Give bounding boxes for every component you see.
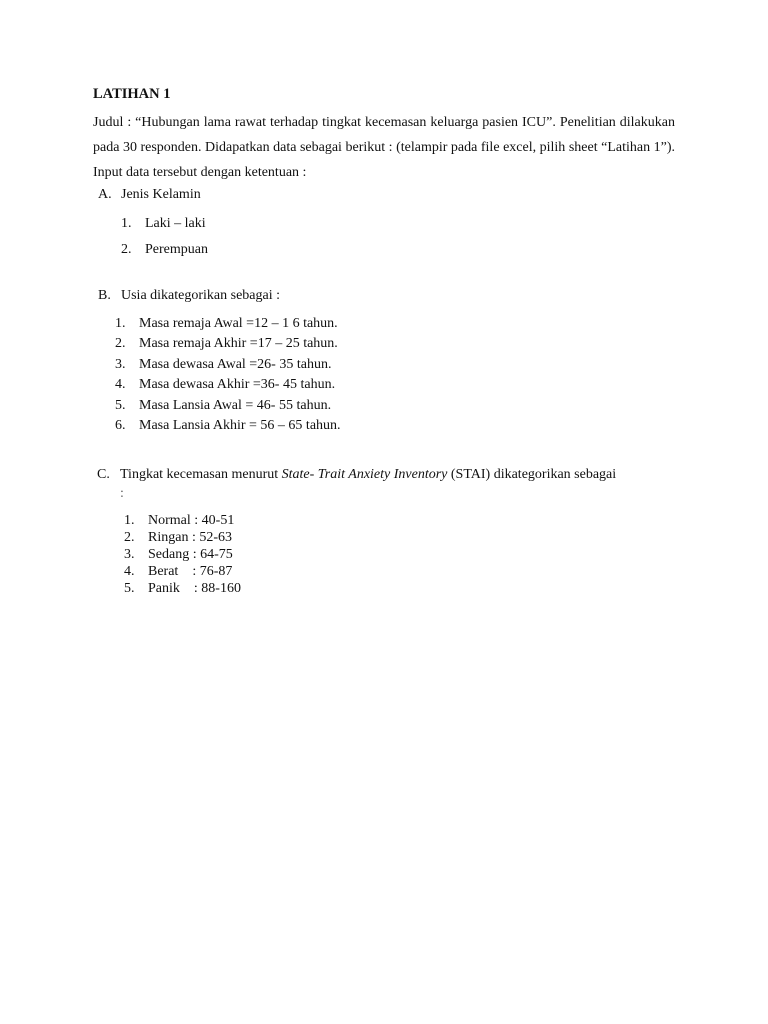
list-text: Berat : 76-87 [148,564,233,579]
list-item [121,237,208,263]
section-c-colon: : [120,486,124,501]
list-number: 5. [124,581,135,596]
list-item [124,512,241,529]
section-c-title-italic: State- Trait Anxiety Inventory [281,467,448,482]
list-number: 1. [121,216,132,231]
section-c-title-part1: Tingkat kecemasan menurut [120,467,282,482]
list-text: Masa dewasa Awal =26- 35 tahun. [139,356,332,372]
section-c-title-part2: (STAI) dikategorikan sebagai [447,467,617,482]
section-b-heading [98,288,280,304]
section-b-list [115,314,341,436]
list-text: Masa Lansia Akhir = 56 – 65 tahun. [139,417,341,433]
section-a-heading [98,187,201,203]
list-item [115,314,341,334]
list-number: 6. [115,417,126,433]
list-number: 3. [115,356,126,372]
list-number: 4. [115,377,126,393]
list-item [124,563,241,580]
list-item [124,529,241,546]
list-number: 2. [121,242,132,257]
intro-paragraph: Judul : “Hubungan lama rawat terhadap tingkat kecemasan keluarga pasien ICU”. Penelitian dilakukan pada 30 responden. Didapatkan data sebagai berikut : (telampir pada file excel, pilih sheet “Latihan 1”). Input data tersebut dengan ketentuan : [93,115,675,180]
section-c-heading [120,462,675,487]
list-item [115,396,341,416]
section-c-letter: C. [97,467,110,482]
section-a-list [121,211,208,263]
section-b-title: Usia dikategorikan sebagai : [121,288,281,303]
list-item [115,375,341,395]
list-text: Panik : 88-160 [148,581,241,596]
section-c-list [124,512,241,597]
list-number: 2. [124,530,135,545]
page-title: LATIHAN 1 [93,86,171,102]
list-text: Normal : 40-51 [148,513,235,528]
list-number: 5. [115,397,126,413]
list-number: 1. [124,513,135,528]
list-text: Masa remaja Akhir =17 – 25 tahun. [139,336,338,352]
list-item [115,416,341,436]
list-text: Masa Lansia Awal = 46- 55 tahun. [139,397,332,413]
list-number: 2. [115,336,126,352]
list-item [115,355,341,375]
list-number: 4. [124,564,135,579]
list-text: Laki – laki [145,216,206,231]
list-item [121,211,208,237]
list-number: 1. [115,316,126,331]
list-text: Ringan : 52-63 [148,530,232,545]
section-a-letter: A. [98,187,112,202]
list-item [124,546,241,563]
list-item [115,334,341,354]
list-item [124,580,241,597]
list-text: Masa dewasa Akhir =36- 45 tahun. [139,377,336,393]
section-a-title: Jenis Kelamin [121,187,201,202]
list-text: Sedang : 64-75 [148,547,233,562]
list-number: 3. [124,547,135,562]
list-text: Masa remaja Awal =12 – 1 6 tahun. [139,316,338,331]
list-text: Perempuan [145,242,208,257]
section-b-letter: B. [98,288,111,303]
